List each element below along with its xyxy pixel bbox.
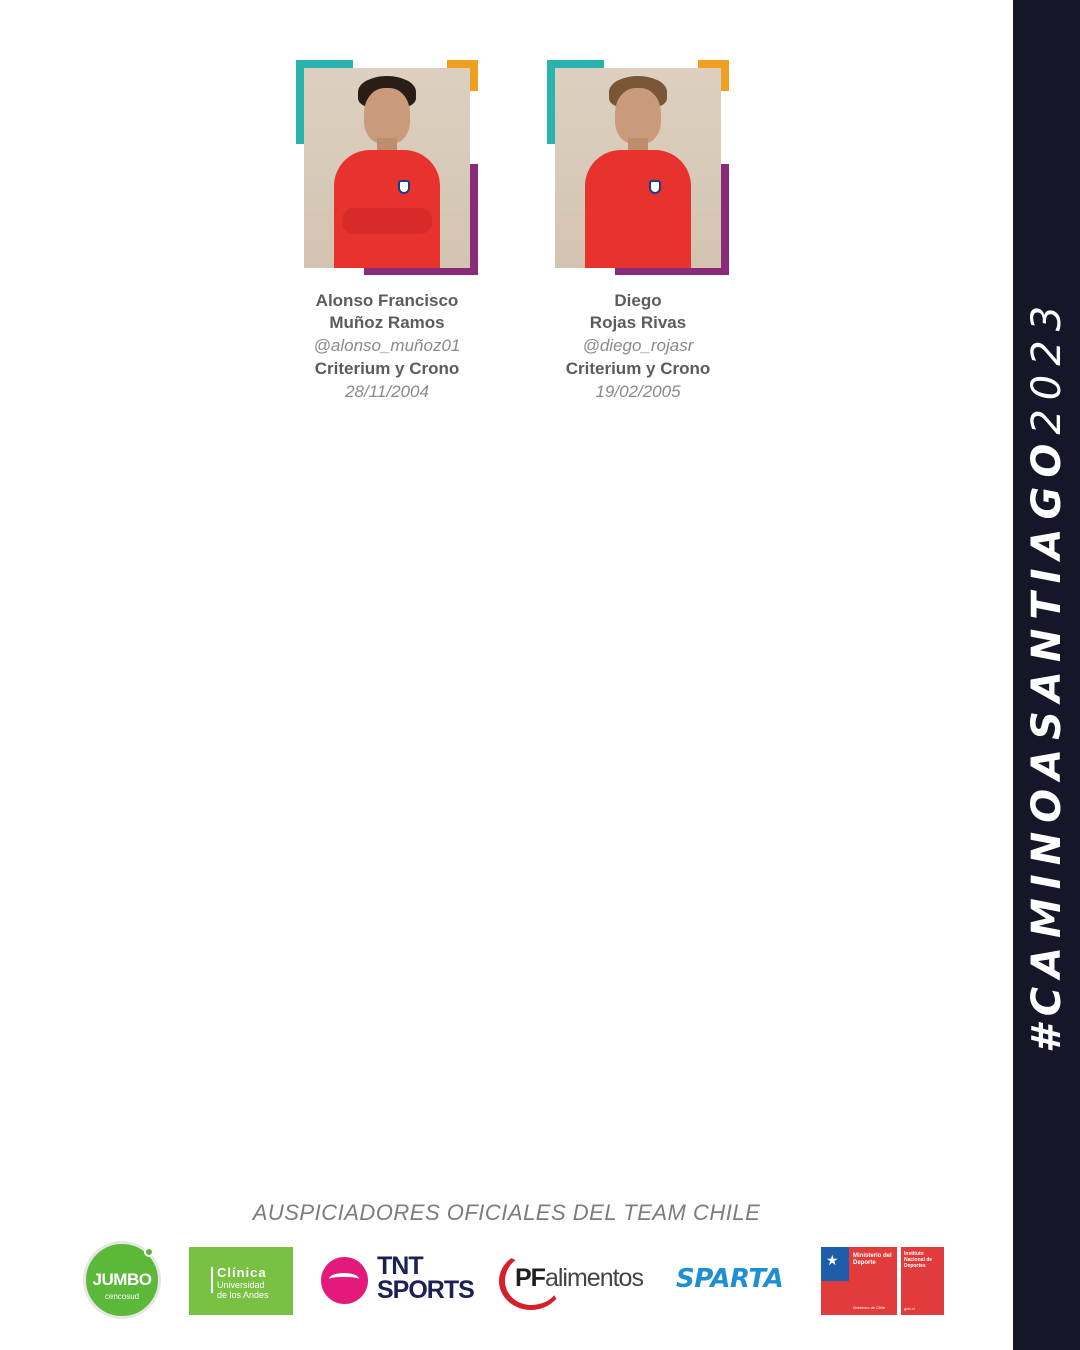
athlete-handle: @diego_rojasr — [582, 336, 694, 355]
tnt-circle-icon — [321, 1257, 368, 1304]
campaign-hashtag: #CAMINOASANTIAGO2023 — [1023, 296, 1070, 1054]
jumbo-logo-text: JUMBO — [92, 1270, 152, 1289]
athlete-name-line2: Rojas Rivas — [589, 313, 687, 332]
athlete-photo — [304, 68, 470, 268]
athlete-event: Criterium y Crono — [314, 359, 460, 378]
athlete-card-diego — [538, 60, 738, 404]
side-banner — [1013, 0, 1080, 1350]
clinica-logo-sub: Universidad de los Andes — [217, 1280, 269, 1300]
gov-chile-text: Gobierno de Chile — [853, 1305, 886, 1310]
athlete-photo — [555, 68, 721, 268]
athlete-birth-date: 19/02/2005 — [595, 382, 681, 401]
jumbo-logo — [83, 1241, 161, 1319]
jumbo-logo-sub: cencosud — [104, 1292, 140, 1301]
athlete-name-line1: Diego — [614, 291, 662, 310]
athlete-card-alonso — [287, 60, 487, 404]
gob-site-text: gob.cl — [904, 1306, 915, 1311]
athlete-photo-frame — [538, 60, 738, 275]
sparta-logo: SPARTA — [676, 1264, 784, 1294]
tnt-logo-text: TNT SPORTS — [377, 1252, 474, 1304]
athlete-photo-frame — [287, 60, 487, 275]
pf-alimentos-logo — [499, 1250, 649, 1312]
athlete-birth-date: 28/11/2004 — [345, 382, 429, 401]
clinica-logo-title: Clínica — [217, 1265, 267, 1280]
athlete-name-line1: Alonso Francisco — [315, 291, 459, 310]
clinica-logo — [189, 1247, 293, 1315]
tnt-sports-logo — [321, 1254, 473, 1308]
gobierno-chile-logo — [821, 1247, 944, 1315]
chile-crest-icon — [398, 180, 410, 194]
ind-text: Instituto Nacional de Deportes — [904, 1251, 933, 1269]
athlete-name-line2: Muñoz Ramos — [329, 313, 445, 332]
ministry-text: Ministerio del Deporte — [853, 1253, 892, 1266]
sponsors-title: AUSPICIADORES OFICIALES DEL TEAM CHILE — [252, 1200, 761, 1225]
star-icon: ★ — [826, 1252, 839, 1268]
chile-crest-icon — [649, 180, 661, 194]
athlete-event: Criterium y Crono — [565, 359, 711, 378]
pf-logo-text: PFalimentos — [515, 1264, 643, 1292]
athlete-handle: @alonso_muñoz01 — [313, 336, 461, 355]
